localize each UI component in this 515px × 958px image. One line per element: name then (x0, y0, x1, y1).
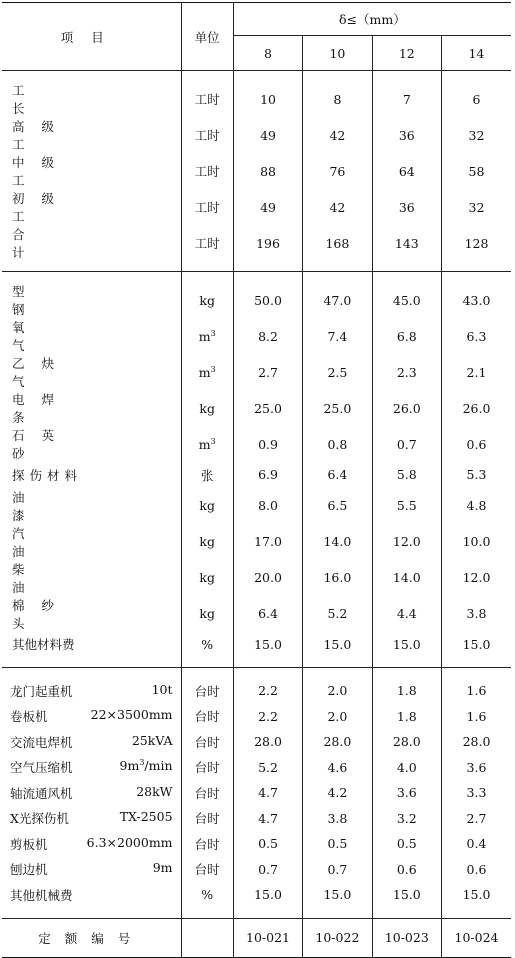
spacer-cell (303, 261, 372, 272)
spacer-cell (181, 272, 233, 283)
header-delta: δ≤（mm） (233, 3, 511, 36)
unit-base: m (198, 364, 211, 380)
machinery-value: 15.0 (442, 882, 512, 908)
machinery-value: 2.2 (233, 678, 302, 704)
machinery-value: 1.6 (442, 678, 512, 704)
machinery-value: 15.0 (233, 882, 302, 908)
spacer-cell (303, 908, 372, 919)
machinery-unit: 台时 (181, 806, 233, 832)
machinery-row (2, 755, 511, 781)
materials-value: 2.3 (372, 354, 441, 390)
materials-value: 0.6 (442, 426, 512, 462)
machinery-name (2, 704, 181, 730)
labor-value: 10 (233, 81, 302, 117)
materials-value: 5.5 (372, 488, 441, 524)
machinery-unit: 台时 (181, 755, 233, 781)
machinery-value: 0.5 (372, 831, 441, 857)
machinery-row (2, 831, 511, 857)
machine-name: 剪板机 (10, 836, 48, 852)
item-name: 氧气 (12, 320, 71, 353)
spacer-cell (2, 657, 181, 668)
labor-row (2, 189, 511, 225)
materials-name (2, 462, 181, 488)
labor-name (2, 225, 181, 261)
item-name: 中级工 (12, 155, 72, 188)
machinery-value: 0.7 (233, 857, 302, 883)
spacer-cell (2, 272, 181, 283)
quota-code: 10-022 (303, 918, 372, 957)
item-name: 油漆 (12, 489, 71, 523)
machinery-value: 28.0 (303, 729, 372, 755)
spacer-cell (2, 668, 181, 679)
labor-value: 36 (372, 117, 441, 153)
labor-row (2, 153, 511, 189)
machine-label (2, 707, 181, 725)
materials-value: 15.0 (303, 632, 372, 658)
machine-spec: 22×3500mm (90, 707, 173, 723)
materials-row (2, 462, 511, 488)
materials-value: 43.0 (442, 282, 512, 318)
quota-code: 10-024 (442, 918, 512, 957)
machine-label (2, 835, 181, 853)
spacer-cell (181, 668, 233, 679)
labor-name (2, 117, 181, 153)
machinery-value: 4.7 (233, 780, 302, 806)
machinery-value: 0.7 (303, 857, 372, 883)
unit-exponent: 3 (210, 328, 216, 338)
machinery-value: 2.2 (233, 704, 302, 730)
quota-code: 10-021 (233, 918, 302, 957)
machinery-value: 3.6 (372, 780, 441, 806)
spacer-cell (442, 657, 512, 668)
materials-row (2, 524, 511, 560)
materials-value: 8.0 (233, 488, 302, 524)
machinery-value: 15.0 (303, 882, 372, 908)
materials-name (2, 390, 181, 426)
item-name: 其他材料费 (12, 637, 75, 653)
materials-row (2, 632, 511, 658)
materials-value: 3.8 (442, 596, 512, 632)
header-thickness: 8 (233, 36, 302, 71)
spec-exponent: 3 (139, 758, 145, 768)
machine-label (2, 784, 181, 802)
materials-value: 14.0 (303, 524, 372, 560)
spacer-cell (303, 657, 372, 668)
machinery-row (2, 729, 511, 755)
item-name: 高级工 (12, 119, 72, 152)
machine-label (2, 886, 181, 904)
machinery-row (2, 678, 511, 704)
machine-name: 交流电焊机 (10, 734, 73, 750)
item-name: 汽油 (12, 525, 71, 559)
materials-name (2, 488, 181, 524)
machinery-value: 4.0 (372, 755, 441, 781)
labor-row (2, 117, 511, 153)
spacer-cell (442, 261, 512, 272)
machinery-value: 28.0 (442, 729, 512, 755)
header-thickness: 10 (303, 36, 372, 71)
labor-value: 58 (442, 153, 512, 189)
labor-value: 49 (233, 117, 302, 153)
labor-row (2, 81, 511, 117)
spacer-cell (233, 261, 302, 272)
materials-value: 6.3 (442, 318, 512, 354)
item-name: 工长 (12, 83, 71, 116)
labor-value: 196 (233, 225, 302, 261)
materials-value: 2.7 (233, 354, 302, 390)
materials-value: 14.0 (372, 560, 441, 596)
materials-value: 5.2 (303, 596, 372, 632)
spacer-cell (372, 908, 441, 919)
materials-value: 12.0 (442, 560, 512, 596)
machine-spec: 10t (151, 681, 173, 697)
spacer-cell (442, 272, 512, 283)
footer-unit-empty (181, 918, 233, 957)
materials-row (2, 318, 511, 354)
spacer-row (2, 668, 511, 679)
materials-row (2, 426, 511, 462)
materials-unit: 张 (181, 462, 233, 488)
machine-spec: 25kVA (131, 732, 173, 748)
spacer-cell (233, 908, 302, 919)
machinery-value: 28.0 (233, 729, 302, 755)
materials-unit: kg (181, 390, 233, 426)
spec-base: 9m (119, 758, 140, 774)
item-name: 棉纱头 (12, 597, 72, 631)
spec-rest: /min (144, 758, 173, 774)
materials-value: 0.9 (233, 426, 302, 462)
machinery-unit: % (181, 882, 233, 908)
materials-value: 26.0 (442, 390, 512, 426)
materials-row (2, 560, 511, 596)
spacer-cell (372, 668, 441, 679)
machinery-name (2, 755, 181, 781)
labor-value: 32 (442, 189, 512, 225)
machinery-value: 2.0 (303, 704, 372, 730)
header-unit: 单位 (181, 3, 233, 71)
spacer-cell (2, 261, 181, 272)
machinery-unit: 台时 (181, 780, 233, 806)
machine-spec (120, 758, 173, 776)
machinery-value: 0.4 (442, 831, 512, 857)
materials-unit: kg (181, 488, 233, 524)
machine-spec: TX-2505 (119, 809, 173, 825)
materials-name (2, 318, 181, 354)
machinery-value: 0.6 (442, 857, 512, 883)
unit-exponent: 3 (210, 436, 216, 446)
labor-value: 6 (442, 81, 512, 117)
labor-unit: 工时 (181, 117, 233, 153)
labor-value: 88 (233, 153, 302, 189)
materials-value: 0.7 (372, 426, 441, 462)
labor-value: 143 (372, 225, 441, 261)
spacer-cell (372, 261, 441, 272)
materials-value: 5.8 (372, 462, 441, 488)
labor-value: 49 (233, 189, 302, 225)
machinery-row (2, 780, 511, 806)
labor-value: 32 (442, 117, 512, 153)
machinery-value: 3.8 (303, 806, 372, 832)
labor-value: 42 (303, 117, 372, 153)
machinery-value: 1.8 (372, 704, 441, 730)
materials-row (2, 488, 511, 524)
materials-name (2, 596, 181, 632)
materials-name (2, 560, 181, 596)
materials-name (2, 524, 181, 560)
materials-row (2, 390, 511, 426)
labor-section (2, 71, 511, 272)
labor-value: 128 (442, 225, 512, 261)
item-name: 型钢 (12, 284, 71, 317)
materials-value: 15.0 (233, 632, 302, 658)
spacer-cell (181, 261, 233, 272)
machinery-value: 1.8 (372, 678, 441, 704)
machinery-section (2, 668, 511, 919)
spacer-row (2, 71, 511, 82)
item-name: 初级工 (12, 191, 72, 224)
quota-code: 10-023 (372, 918, 441, 957)
materials-value: 50.0 (233, 282, 302, 318)
machine-name: 轴流通风机 (10, 785, 73, 801)
labor-unit: 工时 (181, 81, 233, 117)
item-name: 探伤材料 (12, 467, 83, 483)
machinery-name (2, 678, 181, 704)
machinery-name (2, 806, 181, 832)
spacer-row (2, 261, 511, 272)
machinery-unit: 台时 (181, 704, 233, 730)
machinery-value: 5.2 (233, 755, 302, 781)
machine-label (2, 758, 181, 776)
materials-section (2, 272, 511, 668)
spacer-cell (181, 908, 233, 919)
machine-name: 空气压缩机 (10, 760, 73, 776)
materials-value: 8.2 (233, 318, 302, 354)
machinery-name (2, 857, 181, 883)
machinery-unit: 台时 (181, 831, 233, 857)
machinery-value: 3.6 (442, 755, 512, 781)
materials-value: 15.0 (442, 632, 512, 658)
materials-value: 25.0 (303, 390, 372, 426)
spacer-cell (442, 668, 512, 679)
machinery-value: 3.2 (372, 806, 441, 832)
spacer-row (2, 657, 511, 668)
spacer-cell (372, 71, 441, 82)
machine-name: 卷板机 (10, 709, 48, 725)
labor-value: 7 (372, 81, 441, 117)
materials-value: 2.1 (442, 354, 512, 390)
machine-spec: 9m (152, 860, 173, 876)
machine-name: 刨边机 (10, 862, 48, 878)
materials-row (2, 354, 511, 390)
materials-value: 2.5 (303, 354, 372, 390)
machinery-value: 4.7 (233, 806, 302, 832)
machine-label (2, 682, 181, 700)
labor-value: 76 (303, 153, 372, 189)
materials-value: 15.0 (372, 632, 441, 658)
machine-spec: 6.3×2000mm (86, 834, 173, 850)
materials-unit: kg (181, 524, 233, 560)
materials-value: 10.0 (442, 524, 512, 560)
labor-name (2, 81, 181, 117)
spacer-row (2, 908, 511, 919)
materials-name (2, 354, 181, 390)
materials-value: 25.0 (233, 390, 302, 426)
machinery-name (2, 831, 181, 857)
materials-name (2, 632, 181, 658)
labor-name (2, 153, 181, 189)
spacer-cell (303, 668, 372, 679)
materials-row (2, 596, 511, 632)
labor-value: 8 (303, 81, 372, 117)
machinery-unit: 台时 (181, 729, 233, 755)
machine-name: 龙门起重机 (10, 683, 73, 699)
spacer-cell (2, 71, 181, 82)
machinery-unit: 台时 (181, 857, 233, 883)
spacer-cell (442, 908, 512, 919)
materials-row (2, 282, 511, 318)
spacer-cell (303, 71, 372, 82)
labor-unit: 工时 (181, 153, 233, 189)
materials-value: 20.0 (233, 560, 302, 596)
machine-name: 其他机械费 (10, 887, 73, 903)
item-name: 合计 (12, 227, 71, 260)
materials-value: 5.3 (442, 462, 512, 488)
item-name: 石英砂 (12, 428, 72, 461)
materials-value: 16.0 (303, 560, 372, 596)
materials-unit (181, 354, 233, 390)
machinery-value: 4.6 (303, 755, 372, 781)
spacer-cell (303, 272, 372, 283)
machinery-value: 28.0 (372, 729, 441, 755)
machinery-value: 0.6 (372, 857, 441, 883)
labor-value: 36 (372, 189, 441, 225)
materials-value: 0.8 (303, 426, 372, 462)
materials-unit (181, 426, 233, 462)
machine-spec: 28kW (136, 783, 173, 799)
machinery-value: 15.0 (372, 882, 441, 908)
machinery-unit: 台时 (181, 678, 233, 704)
materials-value: 6.5 (303, 488, 372, 524)
spacer-cell (181, 657, 233, 668)
materials-unit: kg (181, 596, 233, 632)
spacer-cell (233, 272, 302, 283)
labor-name (2, 189, 181, 225)
spacer-cell (233, 668, 302, 679)
materials-value: 4.8 (442, 488, 512, 524)
spacer-cell (233, 71, 302, 82)
materials-value: 6.9 (233, 462, 302, 488)
machine-name: X光探伤机 (10, 811, 69, 827)
materials-value: 6.8 (372, 318, 441, 354)
machine-label (2, 809, 181, 827)
machine-label (2, 860, 181, 878)
materials-value: 12.0 (372, 524, 441, 560)
materials-value: 17.0 (233, 524, 302, 560)
machinery-row (2, 806, 511, 832)
materials-value: 6.4 (233, 596, 302, 632)
labor-unit: 工时 (181, 189, 233, 225)
quota-number-label: 定额编号 (2, 918, 181, 957)
labor-unit: 工时 (181, 225, 233, 261)
spacer-cell (442, 71, 512, 82)
materials-value: 4.4 (372, 596, 441, 632)
machinery-name (2, 780, 181, 806)
machine-label (2, 733, 181, 751)
machinery-name (2, 882, 181, 908)
header-item: 项目 (2, 3, 181, 71)
materials-unit (181, 318, 233, 354)
machinery-value: 2.7 (442, 806, 512, 832)
labor-value: 42 (303, 189, 372, 225)
header-thickness: 14 (442, 36, 512, 71)
machinery-value: 0.5 (233, 831, 302, 857)
labor-value: 64 (372, 153, 441, 189)
materials-name (2, 426, 181, 462)
item-name: 乙炔气 (12, 356, 72, 389)
materials-value: 6.4 (303, 462, 372, 488)
spacer-cell (372, 272, 441, 283)
machinery-value: 0.5 (303, 831, 372, 857)
spacer-cell (181, 71, 233, 82)
materials-value: 26.0 (372, 390, 441, 426)
materials-value: 7.4 (303, 318, 372, 354)
materials-name (2, 282, 181, 318)
labor-value: 168 (303, 225, 372, 261)
machinery-value: 3.3 (442, 780, 512, 806)
materials-value: 47.0 (303, 282, 372, 318)
materials-unit: kg (181, 282, 233, 318)
materials-unit: kg (181, 560, 233, 596)
footer-section (2, 918, 511, 957)
machinery-row (2, 704, 511, 730)
machinery-value: 2.0 (303, 678, 372, 704)
unit-base: m (198, 328, 211, 344)
machinery-value: 4.2 (303, 780, 372, 806)
materials-value: 45.0 (372, 282, 441, 318)
quota-table (2, 2, 511, 958)
item-name: 柴油 (12, 561, 71, 595)
labor-row (2, 225, 511, 261)
item-name: 电焊条 (12, 392, 72, 425)
unit-base: m (198, 436, 211, 452)
materials-unit: % (181, 632, 233, 658)
unit-exponent: 3 (210, 364, 216, 374)
header-thickness: 12 (372, 36, 441, 71)
spacer-cell (233, 657, 302, 668)
spacer-row (2, 272, 511, 283)
spacer-cell (372, 657, 441, 668)
machinery-row (2, 882, 511, 908)
machinery-row (2, 857, 511, 883)
spacer-cell (2, 908, 181, 919)
machinery-name (2, 729, 181, 755)
machinery-value: 1.6 (442, 704, 512, 730)
